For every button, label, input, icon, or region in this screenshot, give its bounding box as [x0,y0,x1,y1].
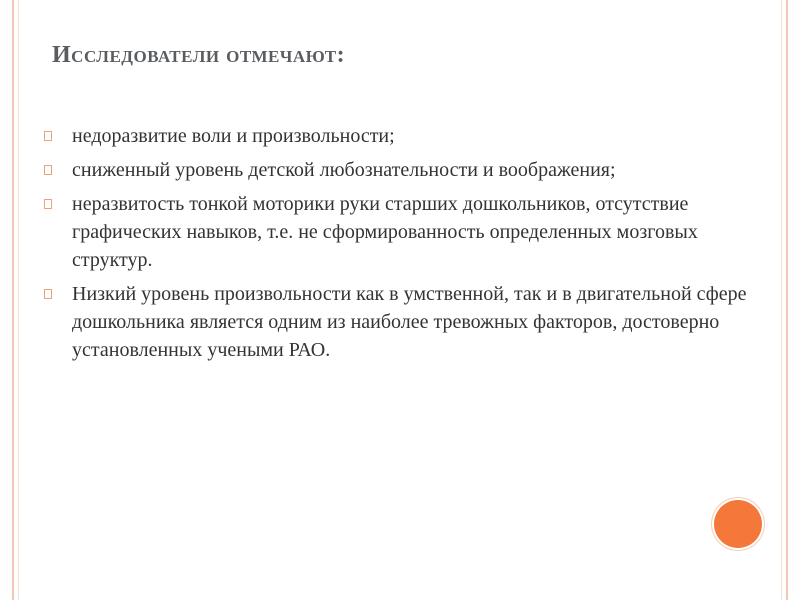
slide-title: Исследователи отмечают: [52,42,346,68]
square-bullet-icon [44,289,52,299]
bullet-text: сниженный уровень детской любознательности и воображения; [72,159,616,181]
orange-circle-icon [714,500,762,548]
square-bullet-icon [44,165,52,175]
bullet-text: недоразвитие воли и произвольности; [72,125,395,147]
bullet-item [44,122,756,150]
bullet-text: Низкий уровень произвольности как в умственной, так и в двигательной сфере дошкольника является одним из наиболее тревожных факторов, достоверно установленных учеными РАО. [72,283,747,361]
bullet-item [44,280,756,364]
bullet-text: неразвитость тонкой моторики руки старших дошкольников, отсутствие графических навыков, т.е. не сформированность определенных мозговых структур. [72,193,698,271]
bullet-item [44,190,756,274]
square-bullet-icon [44,199,52,209]
square-bullet-icon [44,131,52,141]
bullet-list [44,122,756,370]
bullet-item [44,156,756,184]
